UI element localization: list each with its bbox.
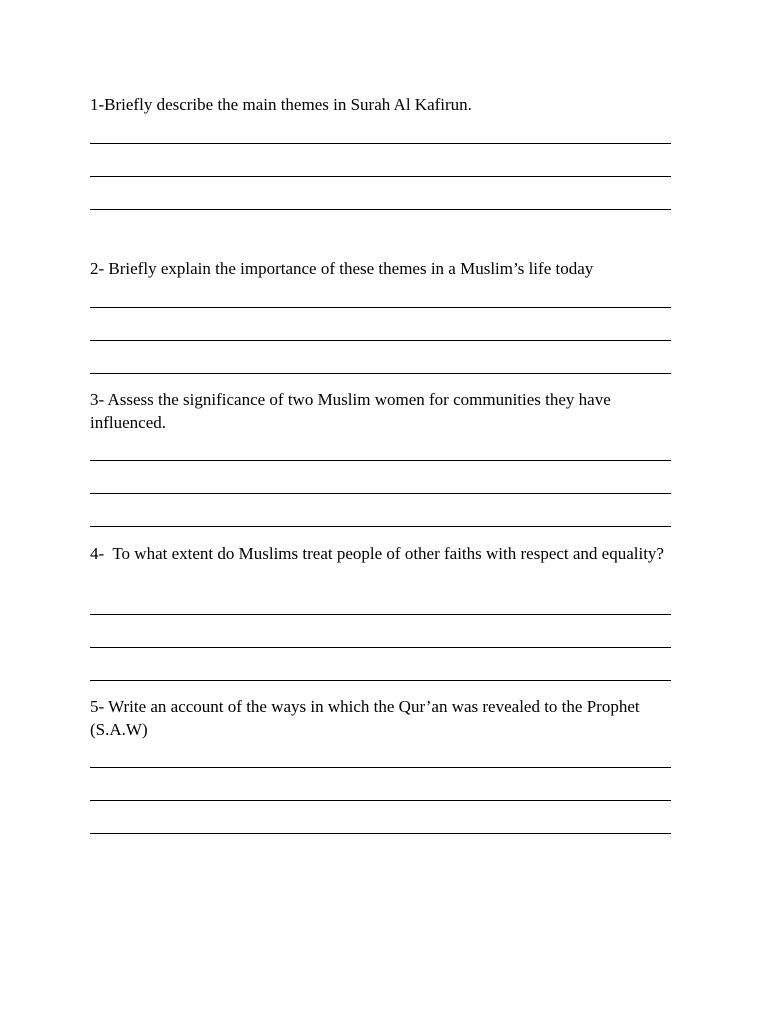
answer-line[interactable] xyxy=(90,493,671,494)
question-5: 5- Write an account of the ways in which the Qur’an was revealed to the Prophet (S.A.W) xyxy=(90,697,644,739)
answer-line[interactable] xyxy=(90,680,671,681)
answer-line[interactable] xyxy=(90,526,671,527)
question-3: 3- Assess the significance of two Muslim women for communities they have influenced. xyxy=(90,390,616,432)
answer-line[interactable] xyxy=(90,460,671,461)
question-4: 4- To what extent do Muslims treat people of other faiths with respect and equality? xyxy=(90,544,664,563)
answer-line[interactable] xyxy=(90,143,671,144)
answer-line[interactable] xyxy=(90,209,671,210)
answer-line[interactable] xyxy=(90,176,671,177)
answer-line[interactable] xyxy=(90,614,671,615)
answer-line[interactable] xyxy=(90,767,671,768)
answer-line[interactable] xyxy=(90,307,671,308)
answer-line[interactable] xyxy=(90,373,671,374)
answer-line[interactable] xyxy=(90,833,671,834)
answer-line[interactable] xyxy=(90,647,671,648)
question-1: 1-Briefly describe the main themes in Surah Al Kafirun. xyxy=(90,95,472,114)
answer-line[interactable] xyxy=(90,800,671,801)
answer-line[interactable] xyxy=(90,340,671,341)
question-2: 2- Briefly explain the importance of these themes in a Muslim’s life today xyxy=(90,259,594,278)
